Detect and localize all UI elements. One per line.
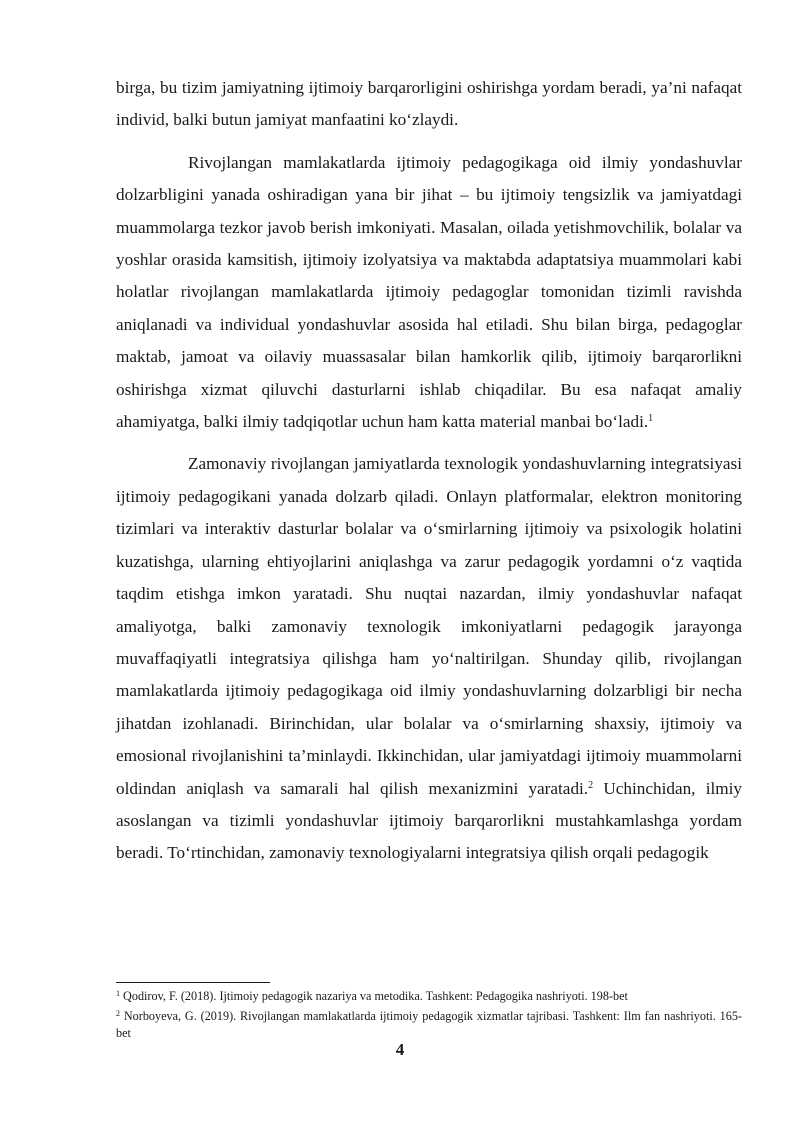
paragraph-text-continued: Uchinchidan, ilmiy asoslangan va tizimli yondashuvlar ijtimoiy barqarorlikni mustahkamlashga yordam beradi. To‘rtinchidan, zamonaviy texnologiyalarni integratsiya qilish orqali pedagogik [116,778,742,863]
footnotes [116,988,742,1045]
footnote-separator [116,982,270,983]
body-text [116,72,742,880]
paragraph-text: Zamonaviy rivojlangan jamiyatlarda texnologik yondashuvlarning integratsiyasi ijtimoiy pedagogikani yanada dolzarb qiladi. Onlayn platformalar, elektron monitoring tizimlari va interaktiv dasturlar bolalar va o‘smirlarning ijtimoiy va psixologik holatini kuzatishga, ularning ehtiyojlarini aniqlashga va zarur pedagogik yordamni o‘z vaqtida taqdim etishga imkon yaratadi. Shu nuqtai nazardan, ilmiy yondashuvlar nafaqat amaliyotga, balki zamonaviy texnologik imkoniyatlarni pedagogik jarayonga muvaffaqiyatli integratsiya qilishga ham yo‘naltirilgan. Shunday qilib, rivojlangan mamlakatlarda ijtimoiy pedagogikaga oid ilmiy yondashuvlarning dolzarbligi bir necha jihatdan izohlanadi. Birinchidan, ular bolalar va o‘smirlarning shaxsiy, ijtimoiy va emosional rivojlanishini ta’minlaydi. Ikkinchidan, ular jamiyatdagi ijtimoiy muammolarni oldindan aniqlash va samarali hal qilish mexanizmini yaratadi. [116,454,742,798]
footnote-mark: 1 [116,989,120,998]
paragraph-text: birga, bu tizim jamiyatning ijtimoiy barqarorligini oshirishga yordam beradi, ya’ni nafaqat individ, balki butun jamiyat manfaatini ko‘zlaydi. [116,78,742,130]
paragraph-continuation [116,72,742,137]
footnote-2 [116,1008,742,1043]
paragraph-text: Rivojlangan mamlakatlarda ijtimoiy pedagogikaga oid ilmiy yondashuvlar dolzarbligini yanada oshiradigan yana bir jihat – bu ijtimoiy tengsizlik va jamiyatdagi muammolarga tezkor javob berish imkoniyati. Masalan, oilada yetishmovchilik, bolalar va yoshlar orasida kamsitish, ijtimoiy izolyatsiya va maktabda adaptatsiya muammolari kabi holatlar rivojlangan mamlakatlarda ijtimoiy pedagoglar tomonidan tizimli ravishda aniqlanadi va individual yondashuvlar asosida hal etiladi. Shu bilan birga, pedagoglar maktab, jamoat va oilaviy muassasalar bilan hamkorlik qilib, ijtimoiy barqarorlikni oshirishga xizmat qiluvchi dasturlarni ishlab chiqadilar. Bu esa nafaqat amaliy ahamiyatga, balki ilmiy tadqiqotlar uchun ham katta material manbai bo‘ladi. [116,152,742,432]
footnote-text: Norboyeva, G. (2019). Rivojlangan mamlakatlarda ijtimoiy pedagogik xizmatlar tajribasi. Tashkent: Ilm fan nashriyoti. 165-bet [116,1008,742,1041]
footnote-reference[interactable]: 1 [648,413,654,425]
footnote-reference[interactable]: 2 [588,779,594,791]
paragraph-social-inequality [116,147,742,439]
paragraph-technology-integration [116,448,742,869]
page-number: 4 [395,1040,405,1059]
footnote-1 [116,988,742,1006]
footnote-text: Qodirov, F. (2018). Ijtimoiy pedagogik nazariya va metodika. Tashkent: Pedagogika nashriyoti. 198-bet [123,989,628,1003]
footnote-mark: 2 [116,1008,120,1018]
